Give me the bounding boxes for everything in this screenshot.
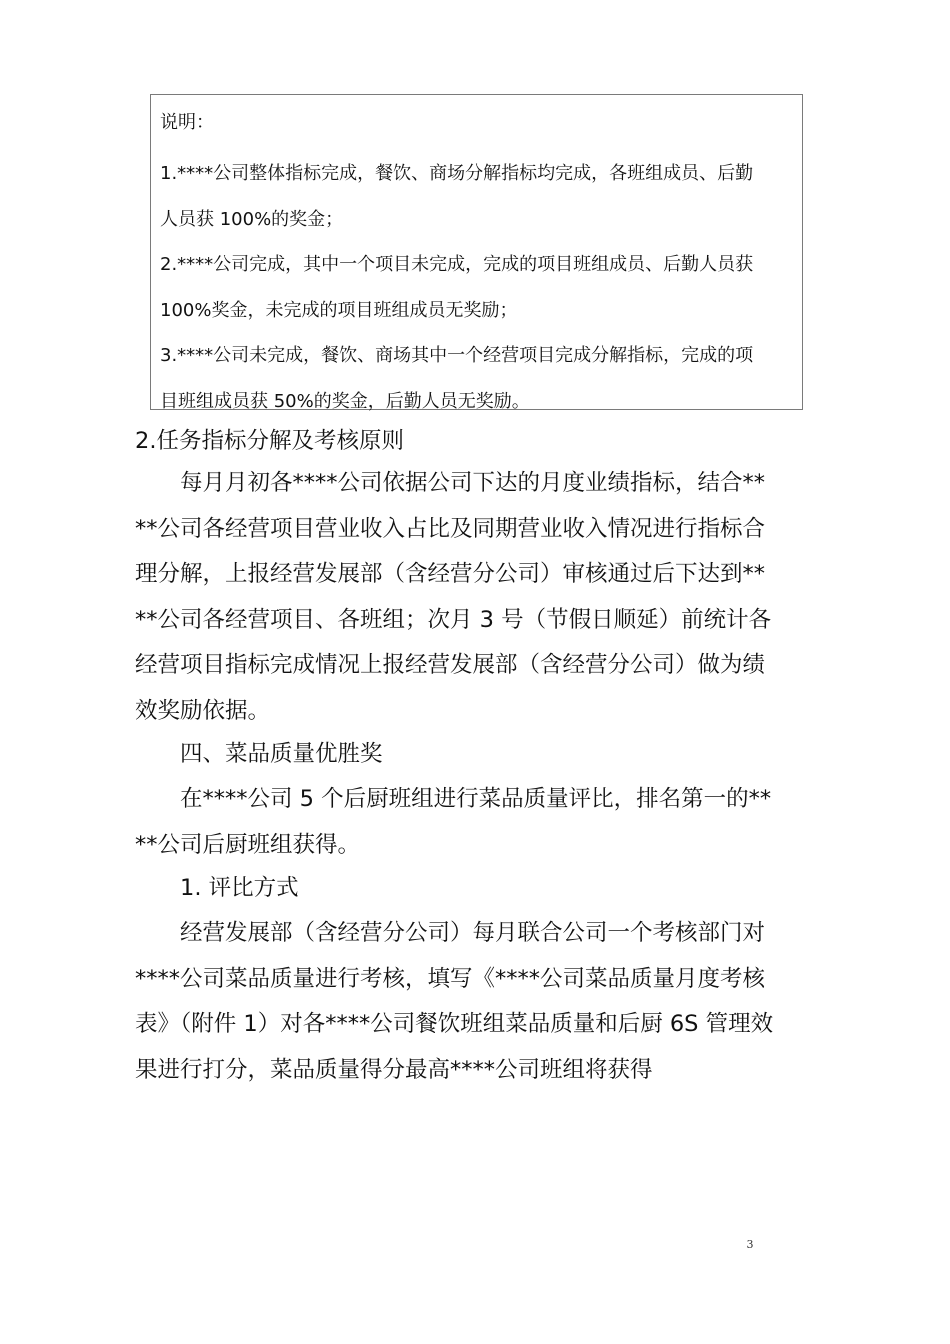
section-heading: 四、菜品质量优胜奖 [135, 741, 383, 767]
paragraph-line: ****公司菜品质量进行考核，填写《****公司菜品质量月度考核 [135, 965, 766, 992]
note-line: 100%奖金，未完成的项目班组成员无奖励； [160, 299, 518, 321]
note-line: 目班组成员获 50%的奖金，后勤人员无奖励。 [160, 390, 530, 412]
task-breakdown-paragraph [135, 461, 835, 735]
note-line: 人员获 100%的奖金； [160, 208, 344, 230]
paragraph-line: 经营发展部（含经营分公司）每月联合公司一个考核部门对 [135, 920, 766, 946]
note-line: 2.****公司完成，其中一个项目未完成，完成的项目班组成员、后勤人员获 [160, 254, 754, 276]
paragraph-line: 果进行打分，菜品质量得分最高****公司班组将获得 [135, 1056, 653, 1083]
paragraph-line: 效奖励依据。 [135, 697, 271, 724]
note-title: 说明： [160, 112, 214, 133]
explanation-box [150, 94, 803, 410]
note-line: 3.****公司未完成，餐饮、商场其中一个经营项目完成分解指标，完成的项 [160, 345, 754, 367]
award-intro-paragraph [135, 777, 835, 868]
note-line: 1.****公司整体指标完成，餐饮、商场分解指标均完成，各班组成员、后勤 [160, 163, 754, 184]
paragraph-line: **公司各经营项目营业收入占比及同期营业收入情况进行指标合 [135, 515, 766, 542]
sub-heading: 1. 评比方式 [135, 875, 299, 901]
paragraph-line: **公司后厨班组获得。 [135, 831, 361, 858]
paragraph-line: 理分解，上报经营发展部（含经营分公司）审核通过后下达到** [135, 561, 766, 588]
paragraph-line: **公司各经营项目、各班组；次月 3 号（节假日顺延）前统计各 [135, 606, 772, 633]
paragraph-line: 在****公司 5 个后厨班组进行菜品质量评比，排名第一的** [135, 786, 772, 812]
paragraph-line: 经营项目指标完成情况上报经营发展部（含经营分公司）做为绩 [135, 652, 766, 679]
paragraph-line: 表》（附件 1）对各****公司餐饮班组菜品质量和后厨 6S 管理效 [135, 1011, 774, 1038]
page-number: 3 [746, 1238, 754, 1251]
paragraph-line: 每月月初各****公司依据公司下达的月度业绩指标，结合** [135, 470, 766, 496]
evaluation-method-paragraph [135, 911, 835, 1093]
section-heading: 2.任务指标分解及考核原则 [135, 428, 404, 454]
